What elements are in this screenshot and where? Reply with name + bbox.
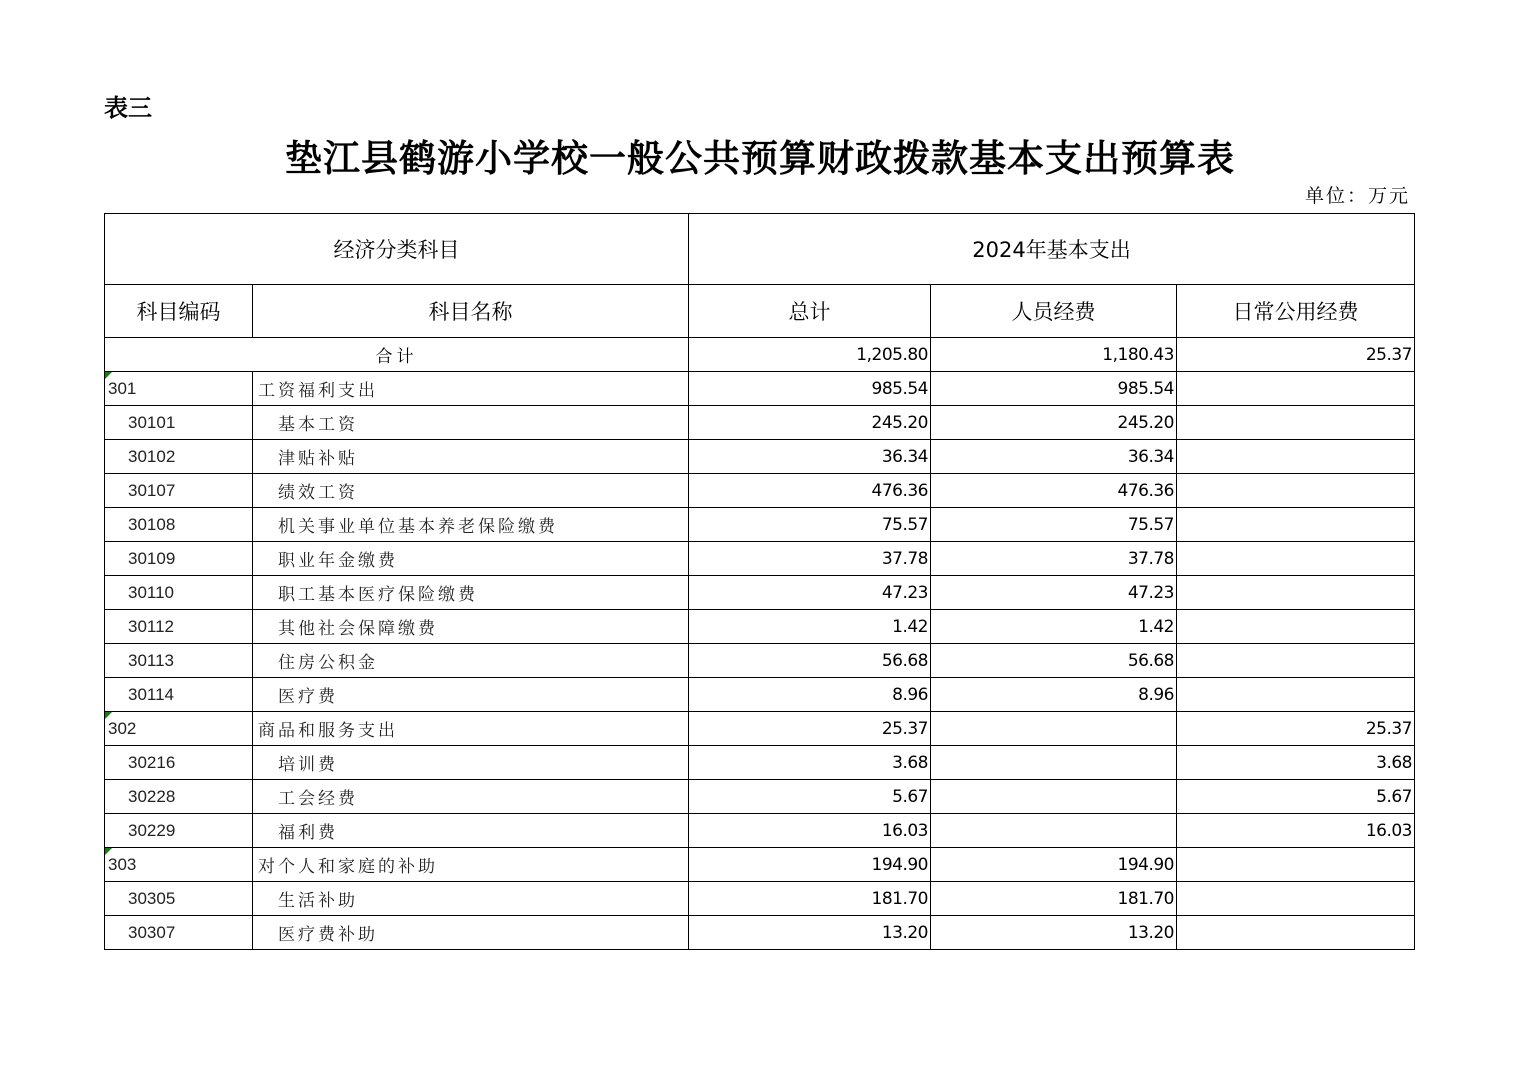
cell-code: 30228	[105, 780, 253, 814]
table-row	[105, 712, 1415, 746]
cell-code: 30109	[105, 542, 253, 576]
header-personnel: 人员经费	[931, 285, 1177, 338]
cell-name: 福利费	[253, 814, 689, 848]
table-row	[105, 542, 1415, 576]
cell-public	[1177, 848, 1415, 882]
cell-personnel: 476.36	[931, 474, 1177, 508]
cell-code: 30113	[105, 644, 253, 678]
cell-personnel	[931, 814, 1177, 848]
cell-total: 985.54	[689, 372, 931, 406]
table-row	[105, 916, 1415, 950]
cell-personnel	[931, 712, 1177, 746]
cell-total: 37.78	[689, 542, 931, 576]
header-public: 日常公用经费	[1177, 285, 1415, 338]
cell-personnel: 8.96	[931, 678, 1177, 712]
cell-name: 商品和服务支出	[253, 712, 689, 746]
table-row	[105, 678, 1415, 712]
cell-personnel: 1.42	[931, 610, 1177, 644]
header-code: 科目编码	[105, 285, 253, 338]
cell-public	[1177, 644, 1415, 678]
table-label: 表三	[104, 94, 152, 122]
cell-public	[1177, 542, 1415, 576]
cell-public: 5.67	[1177, 780, 1415, 814]
cell-total: 13.20	[689, 916, 931, 950]
table-row	[105, 746, 1415, 780]
cell-code: 30305	[105, 882, 253, 916]
cell-public	[1177, 406, 1415, 440]
cell-personnel: 36.34	[931, 440, 1177, 474]
cell-name: 其他社会保障缴费	[253, 610, 689, 644]
cell-name: 机关事业单位基本养老保险缴费	[253, 508, 689, 542]
cell-personnel: 181.70	[931, 882, 1177, 916]
header-basic-expenditure: 2024年基本支出	[689, 214, 1415, 285]
cell-public: 3.68	[1177, 746, 1415, 780]
cell-public	[1177, 916, 1415, 950]
cell-code: 30114	[105, 678, 253, 712]
cell-public	[1177, 474, 1415, 508]
cell-name: 医疗费	[253, 678, 689, 712]
table-row	[105, 814, 1415, 848]
cell-code: 302	[105, 712, 253, 746]
cell-name: 职业年金缴费	[253, 542, 689, 576]
cell-total: 181.70	[689, 882, 931, 916]
cell-total: 476.36	[689, 474, 931, 508]
cell-code: 30107	[105, 474, 253, 508]
cell-total: 1.42	[689, 610, 931, 644]
unit-note: 单位：万元	[1304, 185, 1410, 207]
header-row-group	[105, 214, 1415, 285]
cell-personnel: 37.78	[931, 542, 1177, 576]
cell-total: 36.34	[689, 440, 931, 474]
budget-table	[104, 213, 1415, 950]
cell-name: 工会经费	[253, 780, 689, 814]
cell-name: 绩效工资	[253, 474, 689, 508]
cell-public	[1177, 882, 1415, 916]
cell-total: 47.23	[689, 576, 931, 610]
cell-public	[1177, 678, 1415, 712]
cell-name: 医疗费补助	[253, 916, 689, 950]
cell-public	[1177, 372, 1415, 406]
total-personnel: 1,180.43	[931, 338, 1177, 372]
cell-personnel: 75.57	[931, 508, 1177, 542]
cell-name: 培训费	[253, 746, 689, 780]
cell-name: 住房公积金	[253, 644, 689, 678]
cell-total: 5.67	[689, 780, 931, 814]
table-row	[105, 372, 1415, 406]
table-row	[105, 576, 1415, 610]
table-row	[105, 508, 1415, 542]
table-row	[105, 474, 1415, 508]
cell-public	[1177, 610, 1415, 644]
total-label: 合计	[105, 338, 689, 372]
table-row	[105, 780, 1415, 814]
cell-personnel: 985.54	[931, 372, 1177, 406]
cell-code: 30307	[105, 916, 253, 950]
cell-public	[1177, 508, 1415, 542]
cell-public	[1177, 440, 1415, 474]
cell-code: 30101	[105, 406, 253, 440]
cell-personnel: 194.90	[931, 848, 1177, 882]
table-row	[105, 610, 1415, 644]
cell-code: 301	[105, 372, 253, 406]
cell-total: 245.20	[689, 406, 931, 440]
header-name: 科目名称	[253, 285, 689, 338]
cell-personnel: 56.68	[931, 644, 1177, 678]
cell-personnel	[931, 746, 1177, 780]
header-economic-classification: 经济分类科目	[105, 214, 689, 285]
total-public: 25.37	[1177, 338, 1415, 372]
cell-total: 3.68	[689, 746, 931, 780]
table-row	[105, 882, 1415, 916]
cell-name: 基本工资	[253, 406, 689, 440]
cell-code: 30110	[105, 576, 253, 610]
cell-total: 75.57	[689, 508, 931, 542]
cell-public	[1177, 576, 1415, 610]
cell-name: 津贴补贴	[253, 440, 689, 474]
cell-name: 生活补助	[253, 882, 689, 916]
cell-total: 8.96	[689, 678, 931, 712]
page-title: 垫江县鹤游小学校一般公共预算财政拨款基本支出预算表	[285, 136, 1235, 180]
cell-total: 56.68	[689, 644, 931, 678]
cell-total: 194.90	[689, 848, 931, 882]
cell-personnel: 13.20	[931, 916, 1177, 950]
cell-name: 工资福利支出	[253, 372, 689, 406]
total-total: 1,205.80	[689, 338, 931, 372]
cell-public: 16.03	[1177, 814, 1415, 848]
table-row	[105, 440, 1415, 474]
cell-code: 30216	[105, 746, 253, 780]
cell-name: 职工基本医疗保险缴费	[253, 576, 689, 610]
table-row	[105, 644, 1415, 678]
header-total: 总计	[689, 285, 931, 338]
cell-total: 25.37	[689, 712, 931, 746]
total-row	[105, 338, 1415, 372]
cell-personnel	[931, 780, 1177, 814]
cell-code: 303	[105, 848, 253, 882]
table-row	[105, 848, 1415, 882]
table-row	[105, 406, 1415, 440]
cell-name: 对个人和家庭的补助	[253, 848, 689, 882]
cell-code: 30229	[105, 814, 253, 848]
cell-personnel: 245.20	[931, 406, 1177, 440]
cell-code: 30108	[105, 508, 253, 542]
header-row-columns	[105, 285, 1415, 338]
cell-code: 30102	[105, 440, 253, 474]
cell-total: 16.03	[689, 814, 931, 848]
cell-code: 30112	[105, 610, 253, 644]
cell-public: 25.37	[1177, 712, 1415, 746]
cell-personnel: 47.23	[931, 576, 1177, 610]
